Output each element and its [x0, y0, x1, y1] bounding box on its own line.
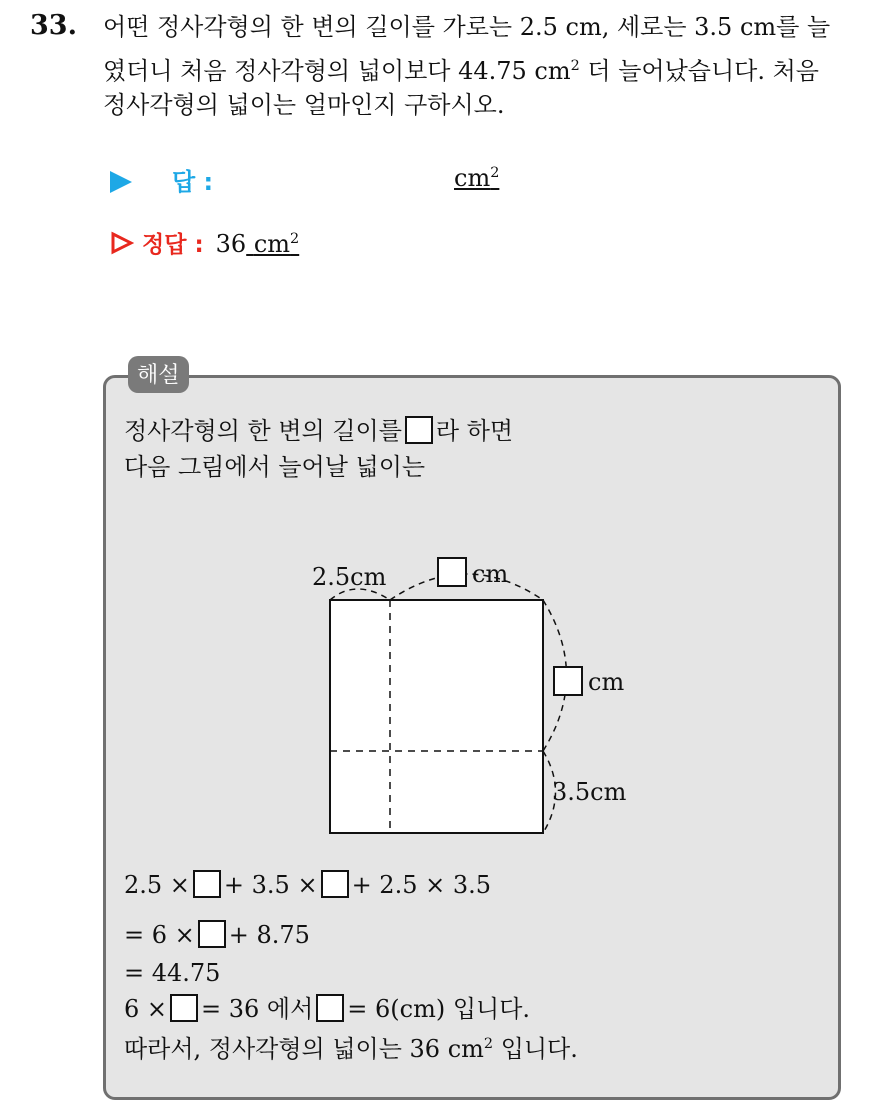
outline-triangle-icon: [110, 231, 134, 255]
blank-box: [316, 994, 344, 1022]
correct-answer-unit: [246, 230, 299, 258]
label-right-mid: cm: [588, 668, 625, 696]
square-figure: [290, 548, 670, 848]
text: = 36 에서: [201, 995, 314, 1023]
superscript: 2: [570, 58, 580, 74]
superscript: 2: [483, 1036, 494, 1052]
label-right-bottom: 3.5cm: [552, 778, 627, 806]
unit-text: cm: [253, 230, 291, 258]
superscript: 2: [490, 165, 500, 181]
blank-box: [321, 870, 349, 898]
blank-box: [193, 870, 221, 898]
text: 6 ×: [124, 995, 168, 1023]
question-line-2-part: 였더니 처음 정사각형의 넓이보다 44.75 cm: [103, 57, 571, 85]
text: + 2.5 × 3.5: [351, 871, 492, 899]
superscript: 2: [290, 231, 300, 247]
equation-line-3: = 44.75: [124, 959, 221, 987]
blank-box: [198, 920, 226, 948]
label-top-right: cm: [472, 560, 509, 588]
blank-box: [554, 667, 582, 695]
blank-box: [438, 558, 466, 586]
text: = 6 ×: [124, 921, 195, 949]
question-text-line-1: 어떤 정사각형의 한 변의 길이를 가로는 2.5 cm, 세로는 3.5 cm를 늘: [103, 13, 831, 41]
text: 따라서, 정사각형의 넓이는 36 cm: [124, 1035, 484, 1063]
answer-label: 답 :: [172, 168, 214, 196]
text: = 6(cm) 입니다.: [347, 995, 531, 1023]
unit-text: cm: [454, 164, 491, 192]
question-text-line-2: [103, 56, 819, 86]
question-line-2-part: 더 늘어났습니다. 처음: [579, 57, 819, 85]
equation-line-1: [124, 870, 491, 900]
question-text-line-3: 정사각형의 넓이는 얼마인지 구하시오.: [103, 91, 505, 119]
equation-line-2: [124, 920, 310, 950]
text: + 8.75: [228, 921, 310, 949]
label-top-left: 2.5cm: [312, 563, 387, 591]
correct-answer-row: [110, 226, 299, 259]
blank-box: [405, 416, 433, 444]
conclusion: [124, 1034, 578, 1064]
explanation-tag: 해설: [128, 356, 189, 393]
text: 2.5 ×: [124, 871, 190, 899]
explanation-intro-2: 다음 그림에서 늘어날 넓이는: [124, 453, 426, 481]
question-number: 33.: [30, 10, 77, 41]
text: 입니다.: [493, 1035, 578, 1063]
text: 라 하면: [435, 417, 514, 445]
equation-line-4: [124, 994, 530, 1024]
correct-answer-value: 36: [215, 230, 247, 258]
text: 정사각형의 한 변의 길이를: [124, 417, 402, 445]
answer-unit[interactable]: [454, 164, 499, 192]
play-triangle-icon: [110, 171, 132, 193]
blank-box: [170, 994, 198, 1022]
correct-answer-label: 정답 :: [142, 232, 204, 258]
explanation-intro: [124, 416, 513, 446]
original-square: [330, 600, 543, 833]
answer-row: [110, 164, 500, 196]
text: + 3.5 ×: [223, 871, 318, 899]
